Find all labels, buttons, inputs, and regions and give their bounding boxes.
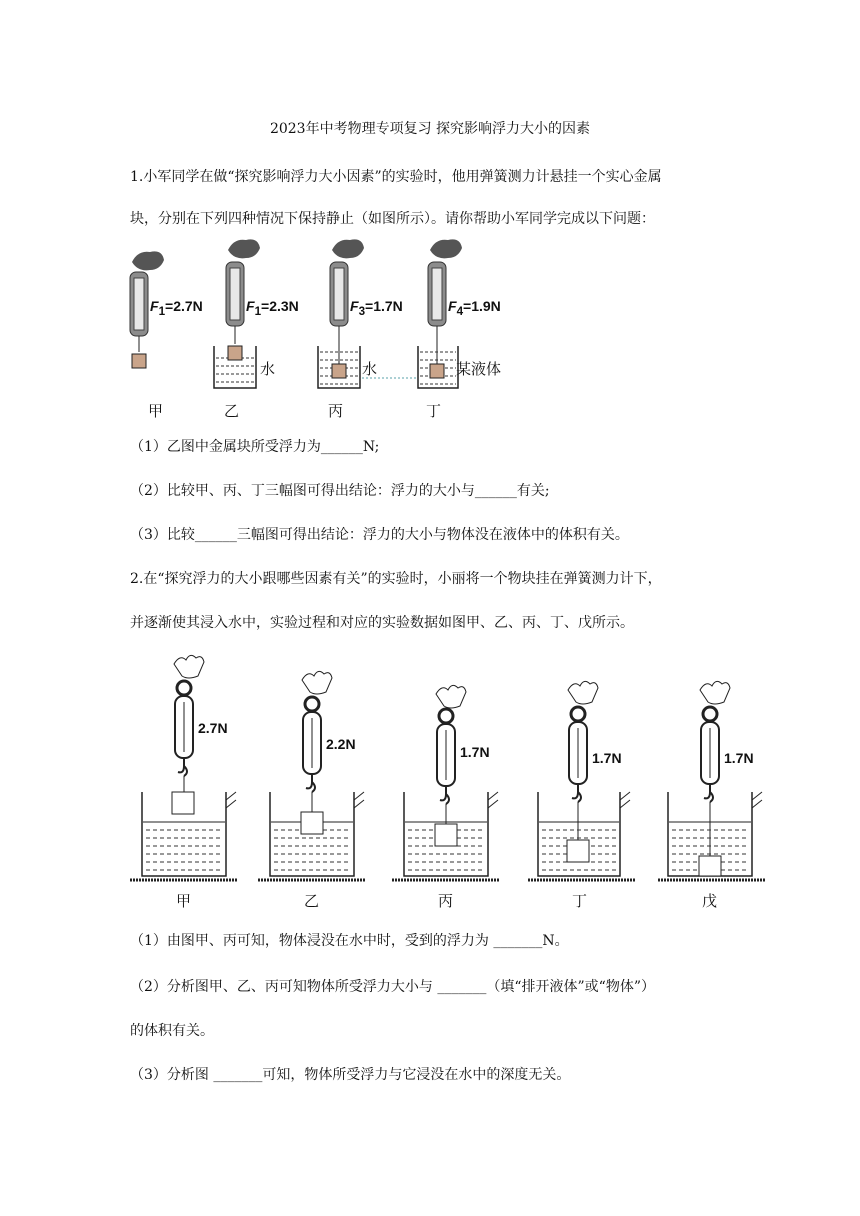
hand-icon [430, 239, 462, 258]
hand-icon [436, 685, 466, 708]
spring-scale [130, 272, 148, 336]
page-title: 2023年中考物理专项复习 探究影响浮力大小的因素 [269, 121, 591, 137]
fig1-force-label-4: $F_4=1.9N$ [448, 298, 501, 318]
fig2-reading-yi: 2.2N [326, 736, 356, 752]
fig1-caption-ding: 丁 [426, 402, 442, 420]
fig2-reading-wu: 1.7N [724, 750, 754, 766]
fig2-reading-jia: 2.7N [198, 720, 228, 736]
fig2-caption-bing: 丙 [438, 892, 454, 910]
fig2-panel-ding [528, 681, 636, 880]
metal-block [332, 364, 346, 378]
container [142, 792, 226, 876]
spring-scale [226, 262, 244, 326]
q1-text-line1: 1.小军同学在做“探究影响浮力大小因素”的实验时，他用弹簧测力计悬挂一个实心金属 [130, 169, 662, 185]
hand-icon [332, 239, 364, 258]
spring-scale [330, 262, 348, 326]
beaker [214, 346, 256, 388]
fig1-force-label-1: $F_1=2.7N$ [150, 298, 203, 318]
q2-text-line1: 2.在“探究浮力的大小跟哪些因素有关”的实验时，小丽将一个物块挂在弹簧测力计下， [130, 571, 662, 587]
fig2-panel-wu [658, 681, 766, 880]
fig1-force-label-2: $F_1=2.3N$ [246, 298, 299, 318]
hand-icon [174, 655, 204, 678]
metal-block [132, 354, 146, 368]
hand-icon [700, 681, 730, 704]
q2-sub2b: 的体积有关。 [130, 1023, 214, 1039]
fig2-caption-ding: 丁 [572, 892, 588, 910]
fig2-panel-jia [130, 655, 238, 880]
block [301, 812, 323, 834]
q1-sub2: （2）比较甲、丙、丁三幅图可得出结论：浮力的大小与______有关; [130, 483, 550, 499]
fig1-liquid-label-3: 水 [362, 360, 378, 378]
fig2-caption-yi: 乙 [304, 892, 320, 910]
spring-scale [303, 712, 321, 774]
fig2-panel-bing [392, 685, 500, 880]
fig1-liquid-label-2: 水 [260, 360, 276, 378]
hand-icon [228, 239, 260, 258]
fig1-caption-bing: 丙 [328, 402, 344, 420]
q1-sub1: （1）乙图中金属块所受浮力为______N; [130, 439, 380, 455]
block [172, 792, 194, 814]
container [668, 792, 752, 876]
fig2-reading-ding: 1.7N [592, 750, 622, 766]
hand-icon [132, 251, 164, 270]
q2-sub2a: （2）分析图甲、乙、丙可知物体所受浮力大小与 _______（填“排开液体”或“物体”） [130, 979, 655, 995]
fig1-liquid-label-4: 某液体 [456, 360, 502, 378]
spring-scale [569, 722, 587, 784]
block [699, 856, 721, 876]
container [404, 792, 488, 876]
beaker [418, 346, 458, 388]
fig1-force-label-3: $F_3=1.7N$ [350, 298, 403, 318]
fig2-caption-wu: 戊 [702, 892, 718, 910]
container [270, 792, 354, 876]
fig2-caption-jia: 甲 [176, 892, 192, 910]
q2-sub1: （1）由图甲、丙可知，物体浸没在水中时，受到的浮力为 _______N。 [130, 933, 569, 949]
spring-scale [175, 696, 193, 758]
block [435, 824, 457, 846]
hand-icon [568, 681, 598, 704]
hand-icon [302, 671, 332, 694]
block [567, 840, 589, 862]
spring-scale [428, 262, 446, 326]
spring-scale [701, 722, 719, 784]
fig1-caption-yi: 乙 [224, 402, 240, 420]
fig2-reading-bing: 1.7N [460, 744, 490, 760]
container [538, 792, 620, 876]
metal-block [228, 346, 242, 360]
q2-sub3: （3）分析图 _______可知，物体所受浮力与它浸没在水中的深度无关。 [130, 1067, 571, 1083]
metal-block [430, 364, 444, 378]
fig1-caption-jia: 甲 [148, 402, 164, 420]
q1-text-line2: 块，分别在下列四种情况下保持静止（如图所示）。请你帮助小军同学完成以下问题： [130, 211, 655, 227]
q1-sub3: （3）比较______三幅图可得出结论：浮力的大小与物体没在液体中的体积有关。 [130, 527, 629, 543]
spring-scale [437, 724, 455, 786]
beaker [318, 346, 360, 388]
fig2-panel-yi [258, 671, 366, 880]
q2-text-line2: 并逐渐使其浸入水中，实验过程和对应的实验数据如图甲、乙、丙、丁、戊所示。 [130, 615, 634, 631]
